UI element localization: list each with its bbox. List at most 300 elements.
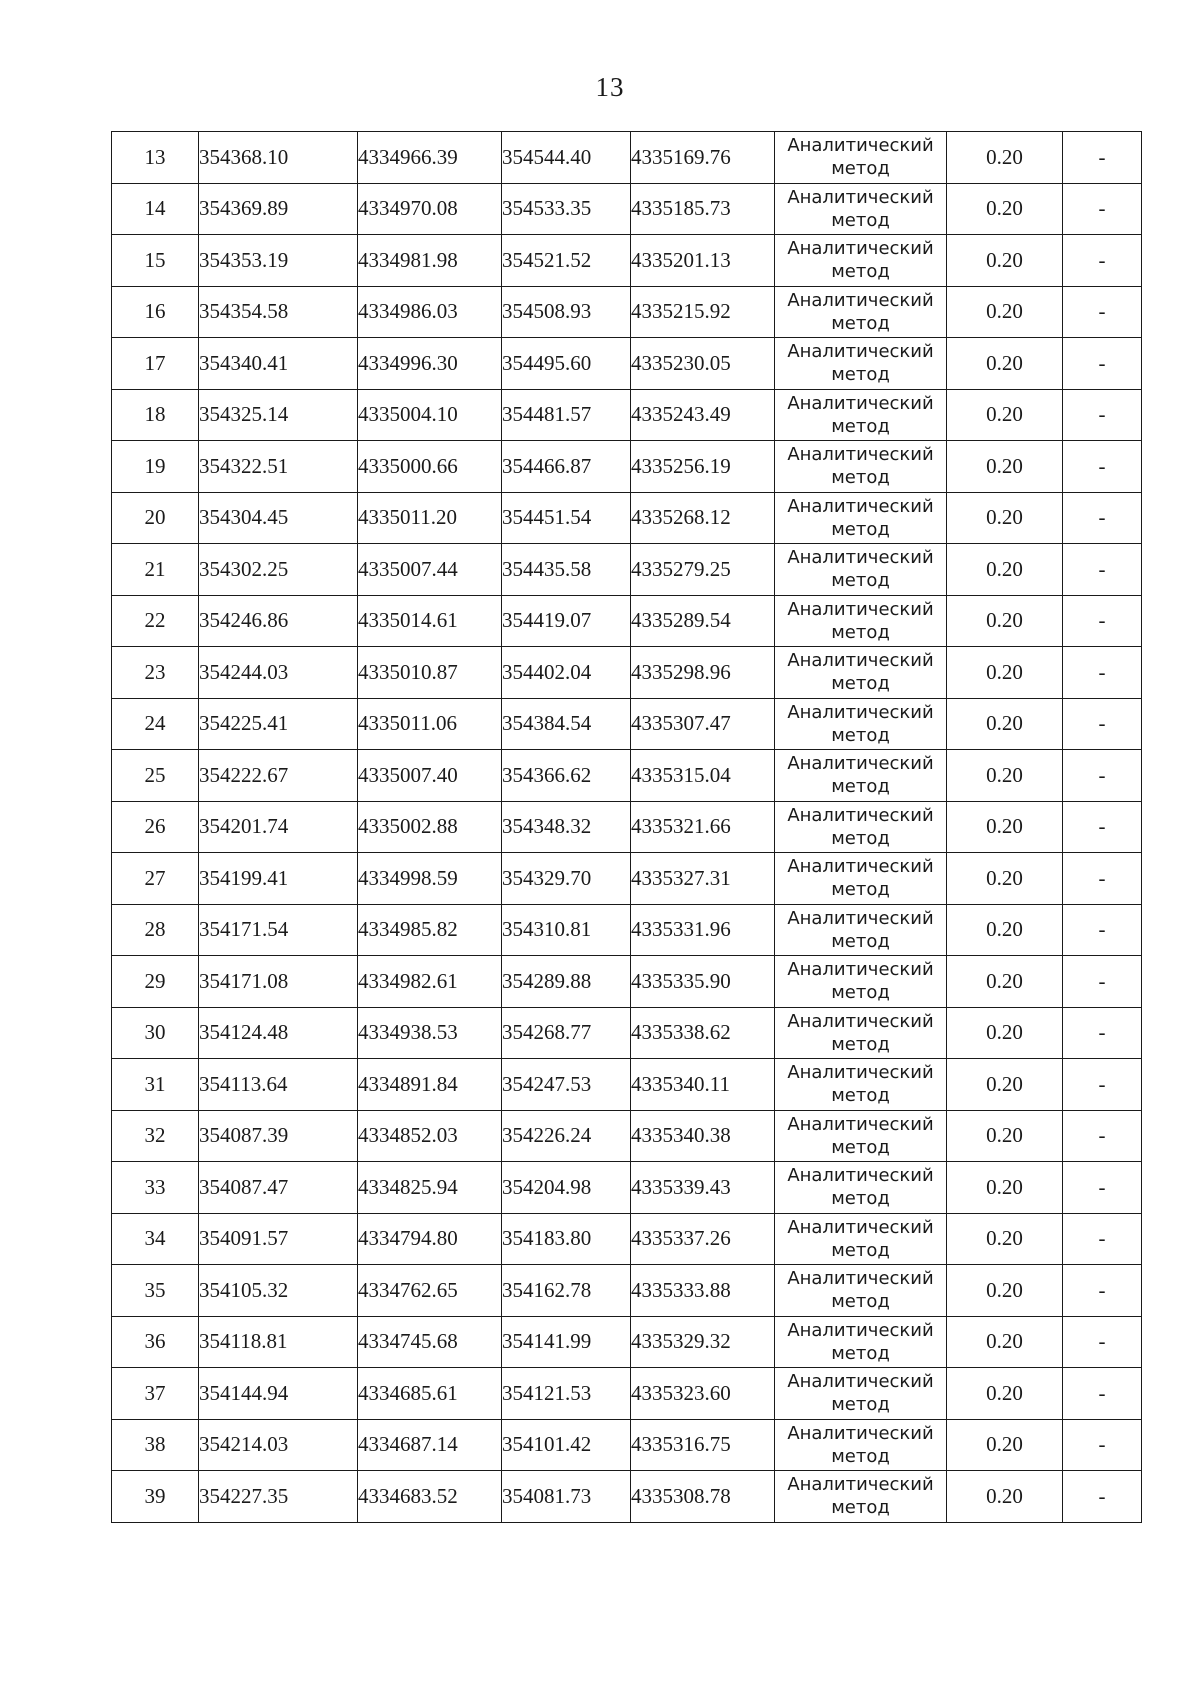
method-line-2: метод (831, 673, 890, 695)
method-line-1: Аналитический (787, 1422, 934, 1444)
method-line-2: метод (831, 415, 890, 437)
cell-y1: 4334794.80 (358, 1213, 502, 1265)
cell-note: - (1063, 1419, 1142, 1471)
cell-point-number: 33 (112, 1162, 199, 1214)
cell-note: - (1063, 1007, 1142, 1059)
cell-x1: 354214.03 (199, 1419, 358, 1471)
cell-y2: 4335256.19 (631, 441, 775, 493)
cell-method (775, 492, 947, 544)
cell-y1: 4334970.08 (358, 183, 502, 235)
cell-x2: 354226.24 (502, 1110, 631, 1162)
cell-y1: 4334981.98 (358, 235, 502, 287)
table-row (112, 1110, 1142, 1162)
cell-method (775, 853, 947, 905)
table-row (112, 750, 1142, 802)
cell-accuracy: 0.20 (947, 132, 1063, 184)
cell-x1: 354087.47 (199, 1162, 358, 1214)
cell-note: - (1063, 389, 1142, 441)
cell-accuracy: 0.20 (947, 235, 1063, 287)
cell-x1: 354340.41 (199, 338, 358, 390)
cell-y2: 4335339.43 (631, 1162, 775, 1214)
cell-x2: 354384.54 (502, 698, 631, 750)
cell-x1: 354201.74 (199, 801, 358, 853)
cell-accuracy: 0.20 (947, 595, 1063, 647)
cell-x1: 354225.41 (199, 698, 358, 750)
cell-x2: 354183.80 (502, 1213, 631, 1265)
cell-x1: 354369.89 (199, 183, 358, 235)
cell-y1: 4334683.52 (358, 1471, 502, 1523)
cell-point-number: 38 (112, 1419, 199, 1471)
cell-method (775, 183, 947, 235)
table-body (112, 132, 1142, 1523)
cell-y1: 4334982.61 (358, 956, 502, 1008)
cell-method (775, 801, 947, 853)
cell-method (775, 698, 947, 750)
cell-accuracy: 0.20 (947, 1213, 1063, 1265)
cell-y2: 4335340.11 (631, 1059, 775, 1111)
cell-point-number: 29 (112, 956, 199, 1008)
method-line-1: Аналитический (787, 907, 934, 929)
cell-accuracy: 0.20 (947, 441, 1063, 493)
cell-x2: 354544.40 (502, 132, 631, 184)
cell-y2: 4335315.04 (631, 750, 775, 802)
cell-point-number: 13 (112, 132, 199, 184)
method-line-1: Аналитический (787, 701, 934, 723)
cell-accuracy: 0.20 (947, 544, 1063, 596)
cell-x2: 354329.70 (502, 853, 631, 905)
cell-x2: 354289.88 (502, 956, 631, 1008)
cell-y2: 4335329.32 (631, 1316, 775, 1368)
cell-accuracy: 0.20 (947, 492, 1063, 544)
method-line-1: Аналитический (787, 1371, 934, 1393)
cell-y2: 4335298.96 (631, 647, 775, 699)
cell-note: - (1063, 698, 1142, 750)
cell-method (775, 595, 947, 647)
method-line-2: метод (831, 1342, 890, 1364)
table-row (112, 956, 1142, 1008)
method-line-2: метод (831, 982, 890, 1004)
cell-x2: 354521.52 (502, 235, 631, 287)
cell-x2: 354310.81 (502, 904, 631, 956)
cell-accuracy: 0.20 (947, 1316, 1063, 1368)
method-line-2: метод (831, 1394, 890, 1416)
cell-note: - (1063, 1265, 1142, 1317)
cell-accuracy: 0.20 (947, 183, 1063, 235)
cell-x1: 354246.86 (199, 595, 358, 647)
cell-method (775, 1316, 947, 1368)
cell-accuracy: 0.20 (947, 1419, 1063, 1471)
method-line-1: Аналитический (787, 753, 934, 775)
cell-y2: 4335335.90 (631, 956, 775, 1008)
cell-accuracy: 0.20 (947, 286, 1063, 338)
method-line-2: метод (831, 1136, 890, 1158)
cell-x1: 354368.10 (199, 132, 358, 184)
cell-note: - (1063, 492, 1142, 544)
cell-x2: 354366.62 (502, 750, 631, 802)
cell-point-number: 16 (112, 286, 199, 338)
cell-x1: 354113.64 (199, 1059, 358, 1111)
cell-point-number: 21 (112, 544, 199, 596)
cell-y1: 4335007.40 (358, 750, 502, 802)
cell-accuracy: 0.20 (947, 647, 1063, 699)
cell-x1: 354144.94 (199, 1368, 358, 1420)
cell-y1: 4335002.88 (358, 801, 502, 853)
table-row (112, 1265, 1142, 1317)
cell-accuracy: 0.20 (947, 698, 1063, 750)
method-line-1: Аналитический (787, 392, 934, 414)
table-row (112, 698, 1142, 750)
cell-x1: 354227.35 (199, 1471, 358, 1523)
cell-method (775, 338, 947, 390)
method-line-2: метод (831, 158, 890, 180)
cell-x2: 354419.07 (502, 595, 631, 647)
cell-point-number: 24 (112, 698, 199, 750)
method-line-1: Аналитический (787, 1165, 934, 1187)
cell-x2: 354495.60 (502, 338, 631, 390)
table-row (112, 338, 1142, 390)
method-line-2: метод (831, 724, 890, 746)
method-line-1: Аналитический (787, 650, 934, 672)
cell-x1: 354222.67 (199, 750, 358, 802)
cell-accuracy: 0.20 (947, 1007, 1063, 1059)
method-line-1: Аналитический (787, 186, 934, 208)
cell-note: - (1063, 595, 1142, 647)
cell-y2: 4335279.25 (631, 544, 775, 596)
method-line-2: метод (831, 1188, 890, 1210)
cell-x2: 354533.35 (502, 183, 631, 235)
table-row (112, 801, 1142, 853)
cell-y2: 4335215.92 (631, 286, 775, 338)
method-line-1: Аналитический (787, 135, 934, 157)
cell-y2: 4335201.13 (631, 235, 775, 287)
cell-accuracy: 0.20 (947, 1110, 1063, 1162)
cell-point-number: 20 (112, 492, 199, 544)
cell-point-number: 32 (112, 1110, 199, 1162)
cell-y2: 4335333.88 (631, 1265, 775, 1317)
cell-x2: 354247.53 (502, 1059, 631, 1111)
cell-x2: 354162.78 (502, 1265, 631, 1317)
cell-method (775, 441, 947, 493)
cell-x1: 354244.03 (199, 647, 358, 699)
cell-accuracy: 0.20 (947, 750, 1063, 802)
cell-y2: 4335308.78 (631, 1471, 775, 1523)
cell-y1: 4334966.39 (358, 132, 502, 184)
method-line-1: Аналитический (787, 856, 934, 878)
table-row (112, 647, 1142, 699)
cell-y1: 4335004.10 (358, 389, 502, 441)
cell-note: - (1063, 956, 1142, 1008)
cell-x2: 354402.04 (502, 647, 631, 699)
cell-y2: 4335268.12 (631, 492, 775, 544)
cell-method (775, 1007, 947, 1059)
cell-point-number: 30 (112, 1007, 199, 1059)
cell-method (775, 1213, 947, 1265)
cell-x2: 354481.57 (502, 389, 631, 441)
method-line-1: Аналитический (787, 959, 934, 981)
method-line-2: метод (831, 570, 890, 592)
cell-y1: 4334998.59 (358, 853, 502, 905)
method-line-1: Аналитический (787, 1474, 934, 1496)
cell-note: - (1063, 286, 1142, 338)
cell-y1: 4335014.61 (358, 595, 502, 647)
cell-y1: 4334825.94 (358, 1162, 502, 1214)
cell-point-number: 15 (112, 235, 199, 287)
cell-note: - (1063, 801, 1142, 853)
cell-y1: 4334852.03 (358, 1110, 502, 1162)
table-row (112, 1316, 1142, 1368)
cell-accuracy: 0.20 (947, 801, 1063, 853)
cell-note: - (1063, 1110, 1142, 1162)
method-line-2: метод (831, 879, 890, 901)
table-row (112, 389, 1142, 441)
cell-x2: 354435.58 (502, 544, 631, 596)
cell-method (775, 389, 947, 441)
cell-y2: 4335331.96 (631, 904, 775, 956)
cell-y2: 4335307.47 (631, 698, 775, 750)
cell-point-number: 36 (112, 1316, 199, 1368)
table-row (112, 853, 1142, 905)
table-row (112, 183, 1142, 235)
cell-point-number: 17 (112, 338, 199, 390)
cell-y1: 4334685.61 (358, 1368, 502, 1420)
cell-point-number: 26 (112, 801, 199, 853)
method-line-2: метод (831, 1085, 890, 1107)
cell-x1: 354353.19 (199, 235, 358, 287)
cell-x1: 354118.81 (199, 1316, 358, 1368)
method-line-1: Аналитический (787, 1062, 934, 1084)
cell-note: - (1063, 338, 1142, 390)
table-row (112, 1162, 1142, 1214)
method-line-2: метод (831, 312, 890, 334)
table-row (112, 1419, 1142, 1471)
table-row (112, 595, 1142, 647)
cell-y1: 4334687.14 (358, 1419, 502, 1471)
cell-note: - (1063, 1059, 1142, 1111)
cell-y1: 4335010.87 (358, 647, 502, 699)
table-row (112, 132, 1142, 184)
method-line-2: метод (831, 261, 890, 283)
method-line-2: метод (831, 1033, 890, 1055)
cell-accuracy: 0.20 (947, 1162, 1063, 1214)
cell-y2: 4335338.62 (631, 1007, 775, 1059)
cell-note: - (1063, 904, 1142, 956)
method-line-1: Аналитический (787, 804, 934, 826)
table-row (112, 286, 1142, 338)
cell-x1: 354322.51 (199, 441, 358, 493)
cell-note: - (1063, 235, 1142, 287)
cell-y2: 4335243.49 (631, 389, 775, 441)
cell-note: - (1063, 1316, 1142, 1368)
page-number: 13 (595, 72, 625, 102)
cell-note: - (1063, 132, 1142, 184)
cell-accuracy: 0.20 (947, 1059, 1063, 1111)
cell-x2: 354466.87 (502, 441, 631, 493)
method-line-1: Аналитический (787, 598, 934, 620)
cell-y1: 4335000.66 (358, 441, 502, 493)
cell-y1: 4334891.84 (358, 1059, 502, 1111)
cell-y2: 4335230.05 (631, 338, 775, 390)
cell-x2: 354268.77 (502, 1007, 631, 1059)
cell-x2: 354081.73 (502, 1471, 631, 1523)
table-row (112, 544, 1142, 596)
method-line-1: Аналитический (787, 547, 934, 569)
cell-point-number: 14 (112, 183, 199, 235)
cell-point-number: 19 (112, 441, 199, 493)
cell-method (775, 1471, 947, 1523)
cell-x2: 354101.42 (502, 1419, 631, 1471)
cell-x2: 354121.53 (502, 1368, 631, 1420)
method-line-2: метод (831, 364, 890, 386)
cell-accuracy: 0.20 (947, 1471, 1063, 1523)
cell-y1: 4334938.53 (358, 1007, 502, 1059)
method-line-1: Аналитический (787, 341, 934, 363)
cell-y2: 4335340.38 (631, 1110, 775, 1162)
method-line-1: Аналитический (787, 1319, 934, 1341)
cell-method (775, 904, 947, 956)
cell-y1: 4334985.82 (358, 904, 502, 956)
cell-y1: 4334996.30 (358, 338, 502, 390)
table-row (112, 1471, 1142, 1523)
cell-note: - (1063, 1213, 1142, 1265)
cell-x1: 354171.54 (199, 904, 358, 956)
method-line-1: Аналитический (787, 1216, 934, 1238)
cell-method (775, 1265, 947, 1317)
method-line-1: Аналитический (787, 1268, 934, 1290)
cell-y2: 4335337.26 (631, 1213, 775, 1265)
cell-note: - (1063, 1368, 1142, 1420)
cell-note: - (1063, 441, 1142, 493)
method-line-2: метод (831, 1239, 890, 1261)
cell-note: - (1063, 1471, 1142, 1523)
cell-y2: 4335169.76 (631, 132, 775, 184)
cell-note: - (1063, 853, 1142, 905)
method-line-2: метод (831, 776, 890, 798)
cell-point-number: 28 (112, 904, 199, 956)
cell-y2: 4335323.60 (631, 1368, 775, 1420)
cell-method (775, 286, 947, 338)
cell-x2: 354204.98 (502, 1162, 631, 1214)
cell-note: - (1063, 1162, 1142, 1214)
table-row (112, 1007, 1142, 1059)
cell-method (775, 956, 947, 1008)
cell-y1: 4334762.65 (358, 1265, 502, 1317)
cell-y2: 4335289.54 (631, 595, 775, 647)
cell-y1: 4335007.44 (358, 544, 502, 596)
cell-y1: 4335011.20 (358, 492, 502, 544)
cell-point-number: 23 (112, 647, 199, 699)
cell-y2: 4335321.66 (631, 801, 775, 853)
cell-accuracy: 0.20 (947, 1368, 1063, 1420)
cell-x1: 354304.45 (199, 492, 358, 544)
cell-note: - (1063, 183, 1142, 235)
cell-point-number: 34 (112, 1213, 199, 1265)
method-line-1: Аналитический (787, 495, 934, 517)
cell-method (775, 647, 947, 699)
method-line-2: метод (831, 1291, 890, 1313)
cell-accuracy: 0.20 (947, 956, 1063, 1008)
method-line-2: метод (831, 209, 890, 231)
cell-method (775, 1419, 947, 1471)
cell-x2: 354348.32 (502, 801, 631, 853)
cell-point-number: 22 (112, 595, 199, 647)
cell-method (775, 544, 947, 596)
cell-x1: 354325.14 (199, 389, 358, 441)
method-line-1: Аналитический (787, 444, 934, 466)
cell-y2: 4335327.31 (631, 853, 775, 905)
table-row (112, 1368, 1142, 1420)
method-line-2: метод (831, 1445, 890, 1467)
cell-y2: 4335185.73 (631, 183, 775, 235)
cell-method (775, 1162, 947, 1214)
cell-accuracy: 0.20 (947, 904, 1063, 956)
table-row (112, 235, 1142, 287)
cell-note: - (1063, 750, 1142, 802)
cell-point-number: 27 (112, 853, 199, 905)
cell-x1: 354105.32 (199, 1265, 358, 1317)
cell-method (775, 750, 947, 802)
table-row (112, 904, 1142, 956)
cell-y1: 4334745.68 (358, 1316, 502, 1368)
coordinates-table (111, 131, 1142, 1523)
cell-x1: 354124.48 (199, 1007, 358, 1059)
cell-method (775, 1059, 947, 1111)
cell-point-number: 31 (112, 1059, 199, 1111)
cell-method (775, 1110, 947, 1162)
cell-x1: 354091.57 (199, 1213, 358, 1265)
cell-x2: 354141.99 (502, 1316, 631, 1368)
cell-y1: 4335011.06 (358, 698, 502, 750)
cell-method (775, 132, 947, 184)
method-line-1: Аналитический (787, 1010, 934, 1032)
cell-method (775, 1368, 947, 1420)
cell-x1: 354087.39 (199, 1110, 358, 1162)
cell-x1: 354171.08 (199, 956, 358, 1008)
cell-note: - (1063, 544, 1142, 596)
cell-x1: 354199.41 (199, 853, 358, 905)
cell-accuracy: 0.20 (947, 389, 1063, 441)
method-line-2: метод (831, 827, 890, 849)
cell-point-number: 35 (112, 1265, 199, 1317)
cell-note: - (1063, 647, 1142, 699)
cell-x2: 354508.93 (502, 286, 631, 338)
cell-x2: 354451.54 (502, 492, 631, 544)
table-row (112, 441, 1142, 493)
method-line-2: метод (831, 518, 890, 540)
cell-point-number: 39 (112, 1471, 199, 1523)
cell-point-number: 37 (112, 1368, 199, 1420)
cell-point-number: 18 (112, 389, 199, 441)
cell-method (775, 235, 947, 287)
cell-x1: 354354.58 (199, 286, 358, 338)
method-line-2: метод (831, 621, 890, 643)
cell-y2: 4335316.75 (631, 1419, 775, 1471)
table-row (112, 492, 1142, 544)
cell-accuracy: 0.20 (947, 338, 1063, 390)
cell-x1: 354302.25 (199, 544, 358, 596)
cell-accuracy: 0.20 (947, 853, 1063, 905)
table-row (112, 1059, 1142, 1111)
cell-y1: 4334986.03 (358, 286, 502, 338)
method-line-2: метод (831, 467, 890, 489)
method-line-2: метод (831, 930, 890, 952)
cell-accuracy: 0.20 (947, 1265, 1063, 1317)
table-row (112, 1213, 1142, 1265)
cell-point-number: 25 (112, 750, 199, 802)
method-line-1: Аналитический (787, 238, 934, 260)
method-line-1: Аналитический (787, 289, 934, 311)
method-line-2: метод (831, 1497, 890, 1519)
method-line-1: Аналитический (787, 1113, 934, 1135)
